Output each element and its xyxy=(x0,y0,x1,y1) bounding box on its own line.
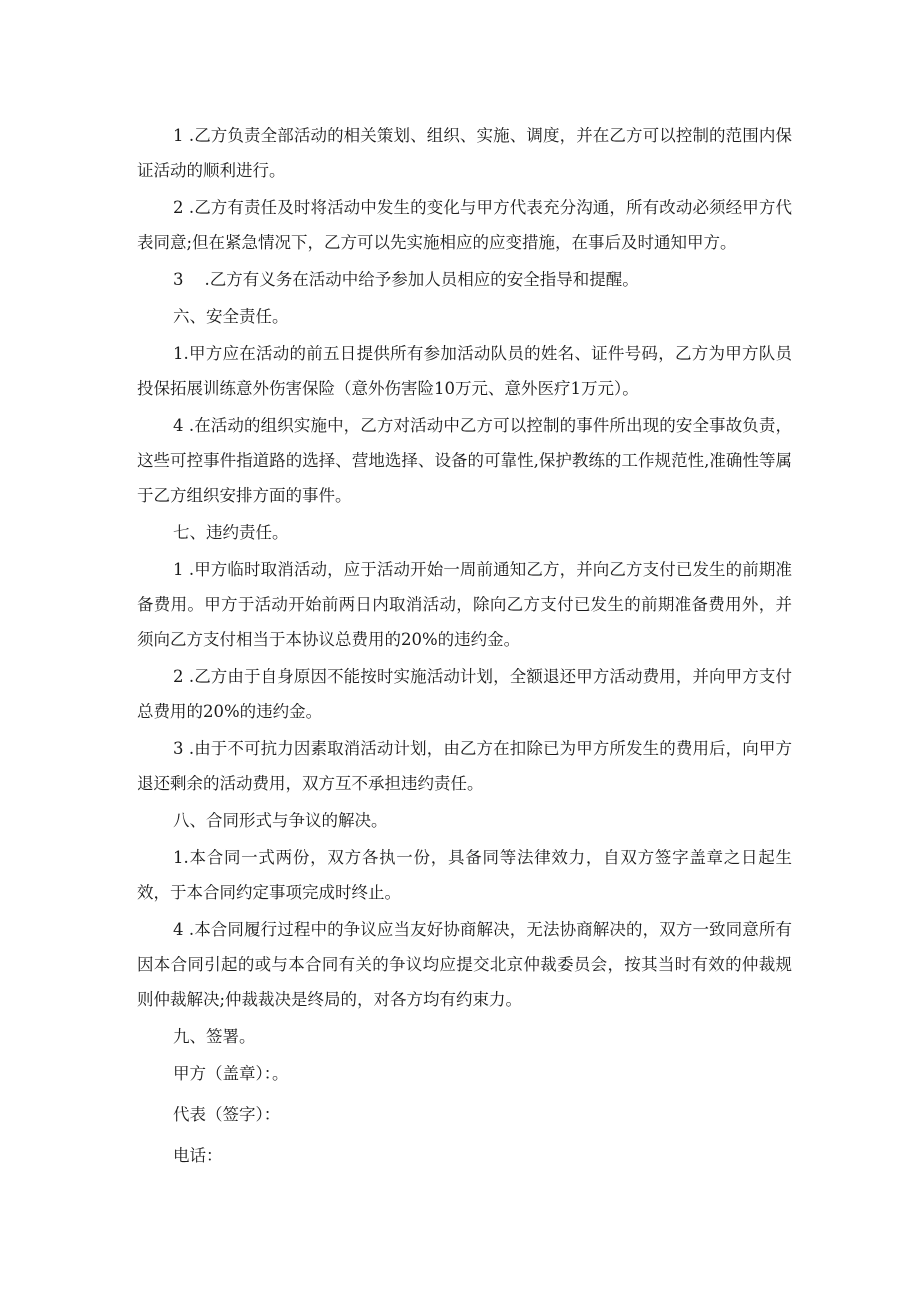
section-heading-signature: 九、签署。 xyxy=(173,1027,256,1046)
clause-paragraph: 3 .由于不可抗力因素取消活动计划，由乙方在扣除已为甲方所发生的费用后，向甲方退还剩余的活动费用，双方互不承担违约责任。 xyxy=(137,739,792,793)
signature-party-a: 甲方（盖章）：。 xyxy=(173,1064,289,1083)
clause-paragraph: 1.甲方应在活动的前五日提供所有参加活动队员的姓名、证件号码，乙方为甲方队员投保拓展训练意外伤害保险（意外伤害险10万元、意外医疗1万元）。 xyxy=(137,344,792,398)
clause-paragraph: 1 .甲方临时取消活动，应于活动开始一周前通知乙方，并向乙方支付已发生的前期准备费用。甲方于活动开始前两日内取消活动，除向乙方支付已发生的前期准备费用外，并须向乙方支付相当于本协议总费用的20%的违约金。 xyxy=(137,560,792,649)
section-heading-breach: 七、违约责任。 xyxy=(173,523,289,542)
clause-paragraph: 4 .本合同履行过程中的争议应当友好协商解决，无法协商解决的，双方一致同意所有因本合同引起的或与本合同有关的争议均应提交北京仲裁委员会，按其当时有效的仲裁规则仲裁解决;仲裁裁决是终局的，对各方均有约束力。 xyxy=(137,920,792,1009)
section-heading-safety: 六、安全责任。 xyxy=(173,307,289,326)
clause-paragraph: 1.本合同一式两份，双方各执一份，具备同等法律效力，自双方签字盖章之日起生效，于本合同约定事项完成时终止。 xyxy=(137,848,792,902)
clause-paragraph: 1 .乙方负责全部活动的相关策划、组织、实施、调度，并在乙方可以控制的范围内保证活动的顺利进行。 xyxy=(137,126,792,180)
signature-representative: 代表（签字）： xyxy=(173,1105,281,1124)
clause-paragraph: 3 .乙方有义务在活动中给予参加人员相应的安全指导和提醒。 xyxy=(173,270,639,289)
clause-paragraph: 2 .乙方有责任及时将活动中发生的变化与甲方代表充分沟通，所有改动必须经甲方代表同意;但在紧急情况下，乙方可以先实施相应的应变措施，在事后及时通知甲方。 xyxy=(137,198,792,252)
signature-phone: 电话： xyxy=(173,1146,223,1165)
clause-paragraph: 2 .乙方由于自身原因不能按时实施活动计划，全额退还甲方活动费用，并向甲方支付总费用的20%的违约金。 xyxy=(137,667,792,721)
section-heading-disputes: 八、合同形式与争议的解决。 xyxy=(173,811,388,830)
clause-paragraph: 4 .在活动的组织实施中，乙方对活动中乙方可以控制的事件所出现的安全事故负责，这些可控事件指道路的选择、营地选择、设备的可靠性,保护教练的工作规范性,准确性等属于乙方组织安排方面的事件。 xyxy=(137,416,792,505)
contract-page xyxy=(137,118,792,1179)
